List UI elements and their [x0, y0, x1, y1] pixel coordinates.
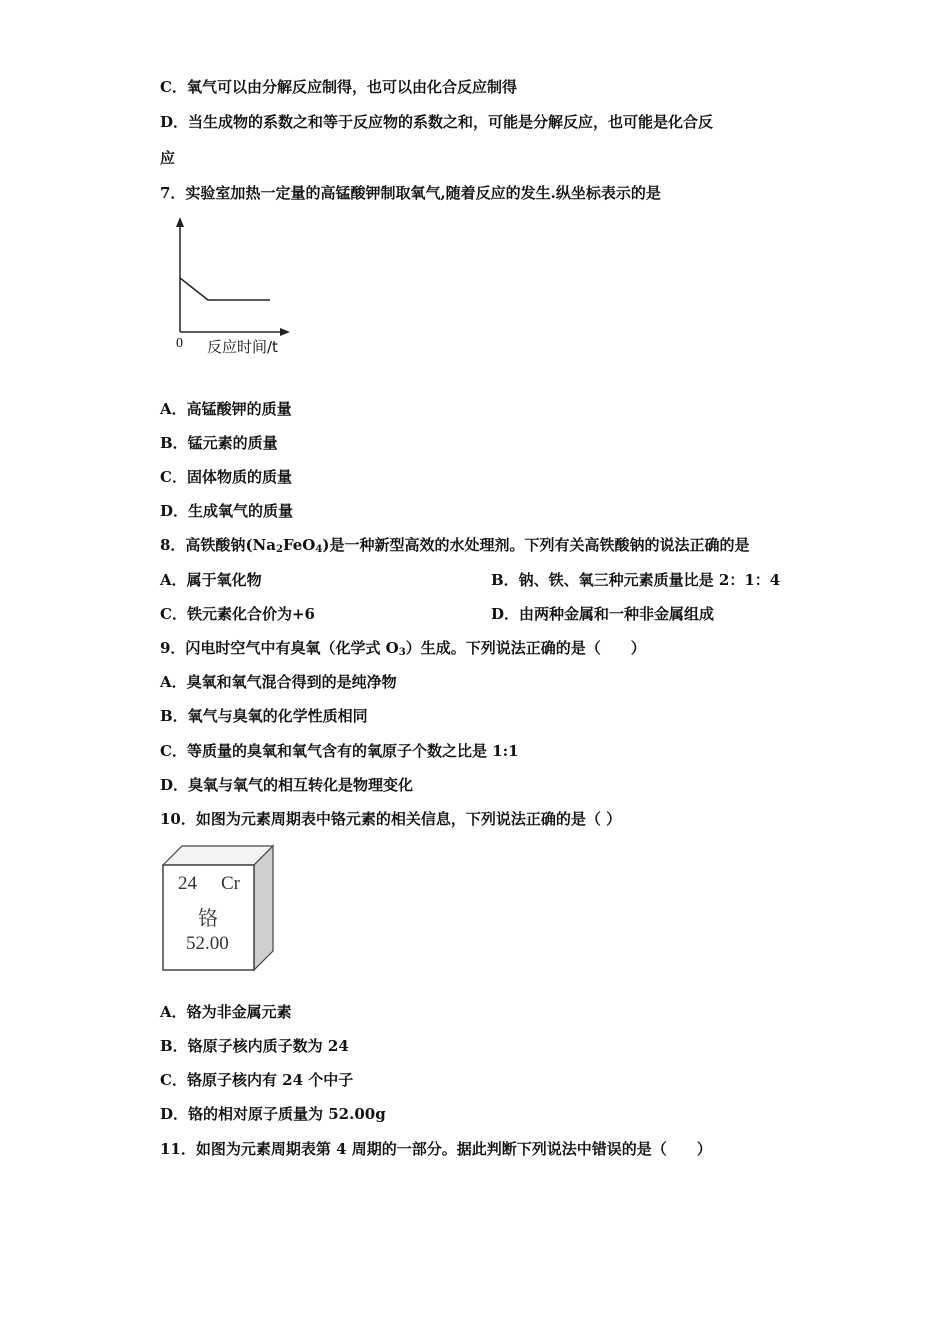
q8-option-b: B．钠、铁、氧三种元素质量比是 2：1：4 [491, 571, 781, 589]
tile-atomic-number: 24 [178, 873, 197, 894]
q9-option-b: B．氧气与臭氧的化学性质相同 [160, 707, 368, 725]
q6-option-c: C．氧气可以由分解反应制得，也可以由化合反应制得 [160, 78, 517, 96]
tile-atomic-mass: 52.00 [186, 933, 229, 954]
q10-option-a: A．铬为非金属元素 [160, 1003, 292, 1021]
data-curve [180, 278, 270, 300]
chromium-element-tile [160, 843, 276, 973]
tile-element-name: 铬 [198, 906, 218, 930]
q8-option-d: D．由两种金属和一种非金属组成 [491, 605, 715, 623]
q10-stem: 10．如图为元素周期表中铬元素的相关信息，下列说法正确的是（ ） [160, 810, 622, 828]
q8-stem-prefix: 8．高铁酸钠(Na [160, 536, 276, 554]
q8-stem-sub2: 4 [315, 544, 323, 555]
q7-option-c: C．固体物质的质量 [160, 468, 292, 486]
q7-option-d: D．生成氧气的质量 [160, 502, 294, 520]
q8-option-a: A．属于氧化物 [160, 571, 262, 589]
q6-option-d-line2: 应 [160, 149, 176, 167]
q7-option-a: A．高锰酸钾的质量 [160, 400, 292, 418]
q10-option-b: B．铬原子核内质子数为 24 [160, 1037, 349, 1055]
q9-stem-sub: 3 [398, 647, 406, 658]
q8-stem-sub1: 2 [275, 544, 283, 555]
graph-origin-label: 0 [176, 336, 183, 351]
q9-option-a: A．臭氧和氧气混合得到的是纯净物 [160, 673, 397, 691]
q7-option-b: B．锰元素的质量 [160, 434, 278, 452]
q10-option-c: C．铬原子核内有 24 个中子 [160, 1071, 354, 1089]
q11-stem: 11．如图为元素周期表第 4 周期的一部分。据此判断下列说法中错误的是（ ） [160, 1140, 712, 1158]
tile-symbol: Cr [221, 873, 240, 894]
q7-graph [160, 212, 310, 362]
graph-x-axis-label: 反应时间/t [207, 338, 278, 356]
q9-stem-suffix: ）生成。下列说法正确的是（ ） [405, 639, 646, 657]
q9-stem-prefix: 9．闪电时空气中有臭氧（化学式 O [160, 639, 399, 657]
q8-option-c: C．铁元素化合价为+6 [160, 605, 315, 623]
q7-stem: 7．实验室加热一定量的高锰酸钾制取氧气,随着反应的发生.纵坐标表示的是 [160, 184, 661, 202]
q9-option-d: D．臭氧与氧气的相互转化是物理变化 [160, 776, 414, 794]
q8-stem [160, 535, 749, 560]
q9-option-c: C．等质量的臭氧和氧气含有的氧原子个数之比是 1:1 [160, 742, 519, 760]
q8-stem-mid: FeO [282, 536, 316, 554]
x-axis-arrow-icon [280, 328, 290, 336]
tile-side-face [254, 846, 273, 970]
q9-stem [160, 638, 646, 663]
q6-option-d-line1: D．当生成物的系数之和等于反应物的系数之和，可能是分解反应，也可能是化合反 [160, 113, 714, 131]
q10-option-d: D．铬的相对原子质量为 52.00g [160, 1105, 386, 1123]
y-axis-arrow-icon [176, 217, 184, 227]
q8-stem-suffix: )是一种新型高效的水处理剂。下列有关高铁酸钠的说法正确的是 [322, 536, 750, 554]
